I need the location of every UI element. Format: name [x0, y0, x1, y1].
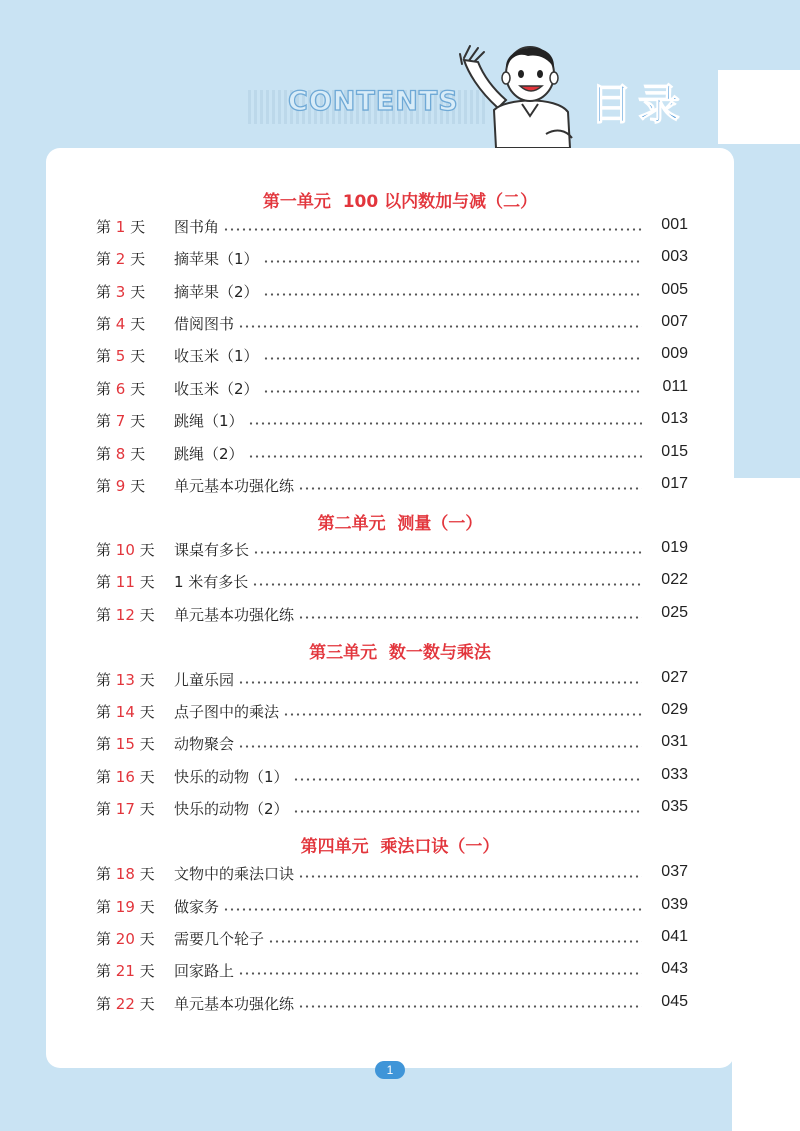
entry-page: 041	[661, 928, 688, 945]
dot-leader	[268, 940, 642, 943]
day-suffix: 天	[139, 865, 155, 883]
day-prefix: 第	[96, 573, 112, 591]
entry-title: 需要几个轮子	[174, 928, 268, 949]
day-prefix: 第	[96, 412, 112, 430]
dot-leader	[223, 228, 642, 231]
entry-title: 跳绳（2）	[174, 443, 248, 464]
entry-title: 收玉米（1）	[174, 345, 263, 366]
unit-heading: 第四单元 乘法口诀（一）	[300, 837, 500, 857]
entry-page: 011	[662, 378, 688, 395]
page-number-badge: 1	[375, 1061, 405, 1079]
day-label	[96, 313, 145, 334]
toc-entry[interactable]	[96, 798, 688, 822]
dot-leader	[263, 293, 642, 296]
day-suffix: 天	[139, 735, 155, 753]
unit-heading: 第三单元 数一数与乘法	[309, 643, 491, 663]
day-number: 20	[115, 930, 135, 948]
entry-title: 快乐的动物（1）	[174, 766, 293, 787]
day-number: 14	[115, 703, 135, 721]
entry-title: 回家路上	[174, 960, 238, 981]
day-number: 4	[115, 315, 126, 333]
day-suffix: 天	[139, 573, 155, 591]
day-suffix: 天	[139, 962, 155, 980]
entry-page: 033	[661, 766, 688, 783]
entry-title: 1 米有多长	[174, 571, 252, 592]
entry-page: 015	[661, 443, 688, 460]
day-suffix: 天	[139, 930, 155, 948]
toc-entry[interactable]	[96, 993, 688, 1017]
day-number: 21	[115, 962, 135, 980]
day-prefix: 第	[96, 703, 112, 721]
dot-leader	[238, 745, 642, 748]
unit-heading: 第一单元 100 以内数加与减（二）	[262, 192, 538, 212]
day-number: 2	[115, 250, 126, 268]
entry-page: 001	[661, 216, 688, 233]
dot-leader	[293, 810, 642, 813]
toc-entry[interactable]	[96, 216, 688, 240]
day-prefix: 第	[96, 671, 112, 689]
day-label	[96, 248, 145, 269]
day-suffix: 天	[130, 347, 146, 365]
entry-page: 003	[661, 248, 688, 265]
dot-leader	[238, 972, 642, 975]
day-suffix: 天	[130, 218, 146, 236]
day-number: 9	[115, 477, 126, 495]
entry-page: 035	[661, 798, 688, 815]
dot-leader	[248, 455, 642, 458]
entry-title: 课桌有多长	[174, 539, 253, 560]
entry-page: 019	[661, 539, 688, 556]
day-prefix: 第	[96, 768, 112, 786]
entry-page: 031	[661, 733, 688, 750]
entry-page: 007	[661, 313, 688, 330]
page-edge-right	[732, 478, 800, 1131]
dot-leader	[238, 681, 642, 684]
entry-title: 儿童乐园	[174, 669, 238, 690]
dot-leader	[293, 778, 642, 781]
entry-title: 单元基本功强化练	[174, 604, 298, 625]
dot-leader	[298, 616, 642, 619]
day-prefix: 第	[96, 865, 112, 883]
day-suffix: 天	[130, 250, 146, 268]
day-prefix: 第	[96, 218, 112, 236]
dot-leader	[298, 487, 642, 490]
day-suffix: 天	[130, 477, 146, 495]
day-label	[96, 571, 155, 592]
day-number: 10	[115, 541, 135, 559]
entry-title: 借阅图书	[174, 313, 238, 334]
day-prefix: 第	[96, 606, 112, 624]
dot-leader	[248, 422, 642, 425]
day-number: 17	[115, 800, 135, 818]
day-number: 7	[115, 412, 126, 430]
page-edge-top	[718, 70, 800, 144]
day-label	[96, 863, 155, 884]
entry-title: 摘苹果（2）	[174, 281, 263, 302]
day-label	[96, 345, 145, 366]
dot-leader	[223, 908, 642, 911]
day-prefix: 第	[96, 380, 112, 398]
day-suffix: 天	[139, 671, 155, 689]
toc-entry[interactable]	[96, 604, 688, 628]
day-number: 22	[115, 995, 135, 1013]
entry-title: 摘苹果（1）	[174, 248, 263, 269]
dot-leader	[298, 875, 642, 878]
entry-page: 039	[661, 896, 688, 913]
entry-title: 点子图中的乘法	[174, 701, 283, 722]
day-label	[96, 766, 155, 787]
entry-page: 037	[661, 863, 688, 880]
entry-title: 图书角	[174, 216, 223, 237]
day-prefix: 第	[96, 735, 112, 753]
day-suffix: 天	[139, 995, 155, 1013]
entry-title: 做家务	[174, 896, 223, 917]
toc-entry[interactable]	[96, 281, 688, 305]
toc-entry[interactable]	[96, 345, 688, 369]
toc-entry[interactable]	[96, 960, 688, 984]
toc-entry[interactable]	[96, 248, 688, 272]
unit-heading: 第二单元 测量（一）	[317, 514, 483, 534]
dot-leader	[238, 325, 642, 328]
entry-page: 043	[661, 960, 688, 977]
day-prefix: 第	[96, 315, 112, 333]
waving-boy-illustration	[456, 38, 586, 148]
day-label	[96, 443, 145, 464]
toc-entry[interactable]	[96, 733, 688, 757]
day-label	[96, 539, 155, 560]
entry-page: 005	[661, 281, 688, 298]
day-prefix: 第	[96, 962, 112, 980]
day-suffix: 天	[139, 606, 155, 624]
day-label	[96, 733, 155, 754]
day-number: 5	[115, 347, 126, 365]
day-prefix: 第	[96, 541, 112, 559]
toc-entry[interactable]	[96, 443, 688, 467]
day-suffix: 天	[139, 541, 155, 559]
day-suffix: 天	[130, 445, 146, 463]
toc-entry[interactable]	[96, 896, 688, 920]
day-prefix: 第	[96, 995, 112, 1013]
day-number: 8	[115, 445, 126, 463]
dot-leader	[253, 551, 642, 554]
toc-entry[interactable]	[96, 539, 688, 563]
entry-page: 009	[661, 345, 688, 362]
day-label	[96, 378, 145, 399]
day-suffix: 天	[130, 380, 146, 398]
day-number: 6	[115, 380, 126, 398]
day-suffix: 天	[130, 315, 146, 333]
toc-entry[interactable]	[96, 475, 688, 499]
day-label	[96, 798, 155, 819]
day-prefix: 第	[96, 477, 112, 495]
day-prefix: 第	[96, 283, 112, 301]
entry-title: 快乐的动物（2）	[174, 798, 293, 819]
dot-leader	[263, 260, 642, 263]
day-number: 15	[115, 735, 135, 753]
day-suffix: 天	[139, 703, 155, 721]
entry-page: 013	[661, 410, 688, 427]
dot-leader	[298, 1005, 642, 1008]
entry-page: 045	[661, 993, 688, 1010]
day-suffix: 天	[130, 283, 146, 301]
day-label	[96, 993, 155, 1014]
toc-entry[interactable]	[96, 669, 688, 693]
day-prefix: 第	[96, 930, 112, 948]
entry-title: 单元基本功强化练	[174, 993, 298, 1014]
day-number: 18	[115, 865, 135, 883]
day-label	[96, 701, 155, 722]
day-number: 3	[115, 283, 126, 301]
day-number: 19	[115, 898, 135, 916]
toc-entry[interactable]	[96, 410, 688, 434]
toc-title: 目录	[590, 80, 687, 129]
day-label	[96, 475, 145, 496]
day-prefix: 第	[96, 250, 112, 268]
day-suffix: 天	[139, 898, 155, 916]
toc-entry[interactable]	[96, 766, 688, 790]
day-suffix: 天	[139, 800, 155, 818]
day-label	[96, 928, 155, 949]
entry-title: 收玉米（2）	[174, 378, 263, 399]
toc-entry[interactable]	[96, 928, 688, 952]
day-label	[96, 669, 155, 690]
day-label	[96, 216, 145, 237]
day-number: 12	[115, 606, 135, 624]
day-number: 16	[115, 768, 135, 786]
day-suffix: 天	[130, 412, 146, 430]
toc-entry[interactable]	[96, 313, 688, 337]
day-number: 13	[115, 671, 135, 689]
day-label	[96, 896, 155, 917]
entry-title: 动物聚会	[174, 733, 238, 754]
day-number: 1	[115, 218, 126, 236]
dot-leader	[263, 390, 642, 393]
day-number: 11	[115, 573, 135, 591]
dot-leader	[263, 357, 642, 360]
toc-entry[interactable]	[96, 863, 688, 887]
entry-page: 027	[661, 669, 688, 686]
entry-title: 跳绳（1）	[174, 410, 248, 431]
toc-entry[interactable]	[96, 701, 688, 725]
entry-page: 017	[661, 475, 688, 492]
entry-page: 022	[661, 571, 688, 588]
entry-title: 文物中的乘法口诀	[174, 863, 298, 884]
day-label	[96, 604, 155, 625]
day-label	[96, 281, 145, 302]
entry-page: 029	[661, 701, 688, 718]
dot-leader	[283, 713, 642, 716]
day-prefix: 第	[96, 347, 112, 365]
day-label	[96, 410, 145, 431]
entry-page: 025	[661, 604, 688, 621]
toc-entry[interactable]	[96, 378, 688, 402]
contents-heading: CONTENTS	[288, 86, 459, 117]
day-prefix: 第	[96, 898, 112, 916]
toc-entry[interactable]	[96, 571, 688, 595]
dot-leader	[252, 583, 642, 586]
entry-title: 单元基本功强化练	[174, 475, 298, 496]
day-prefix: 第	[96, 800, 112, 818]
day-prefix: 第	[96, 445, 112, 463]
day-label	[96, 960, 155, 981]
day-suffix: 天	[139, 768, 155, 786]
